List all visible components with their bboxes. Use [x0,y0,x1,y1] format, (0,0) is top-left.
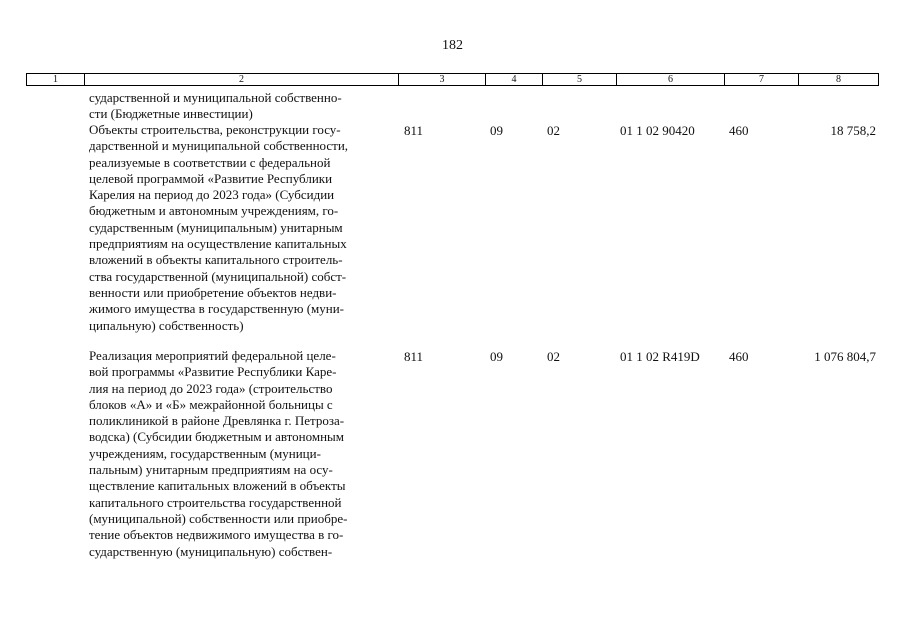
row-text-line: вой программы «Развитие Республики Каре- [89,364,337,380]
header-col-7: 7 [725,74,799,85]
row-text-line: водска) (Субсидии бюджетным и автономным [89,429,345,445]
row-text-line: вложений в объекты капитального строитель- [89,252,343,268]
cell-ministry-code: 811 [404,349,424,364]
header-col-3: 3 [399,74,486,85]
header-col-5: 5 [543,74,617,85]
header-col-6: 6 [617,74,725,85]
cell-amount: 1 076 804,7 [814,349,876,364]
row-text-line: поликлиникой в районе Древлянка г. Петроза- [89,413,345,429]
cell-ministry-code: 811 [404,123,424,138]
cell-section-code: 09 [490,349,503,364]
table-row-description [89,122,394,334]
row-text-line: учреждениям, государственным (муници- [89,445,321,461]
cell-expense-type: 460 [729,123,749,138]
row-text-line: пальным) унитарным предприятиям на осу- [89,462,333,478]
row-text-line: ципальную) собственность) [89,317,244,333]
header-col-2: 2 [85,74,399,85]
row-text-line: дарственной и муниципальной собственности, [89,138,349,154]
row-text-line: бюджетным и автономным учреждениям, го- [89,203,339,219]
header-col-4: 4 [486,74,543,85]
cell-subsection-code: 02 [547,123,560,138]
row-text-line: тение объектов недвижимого имущества в го- [89,527,344,543]
table-row-description [89,348,394,560]
row-text-line: целевой программой «Развитие Республики [89,170,333,186]
row-text-line: Реализация мероприятий федеральной целе- [89,348,336,363]
row-text-line: капитального строительства государственной [89,494,342,510]
row-text-line: сти (Бюджетные инвестиции) [89,106,253,122]
row-text-line: венности или приобретение объектов недви- [89,284,337,300]
row-text-line: ства государственной (муниципальной) собст- [89,268,347,284]
row-text-line: жимого имущества в государственную (муни- [89,301,344,317]
cell-amount: 18 758,2 [830,123,876,138]
table-header-row [26,73,879,86]
cell-section-code: 09 [490,123,503,138]
row-text-line: реализуемые в соответствии с федеральной [89,154,331,170]
cell-target-article: 01 1 02 R419D [620,349,700,364]
page-number: 182 [442,38,463,53]
row-text-line: лия на период до 2023 года» (строительство [89,380,333,396]
row-text-line: сударственную (муниципальную) собствен- [89,543,333,559]
cell-subsection-code: 02 [547,349,560,364]
row-text-line: сударственной и муниципальной собственно- [89,90,342,105]
row-text-line: (муниципальной) собственности или приобре- [89,510,348,526]
row-text-line: Объекты строительства, реконструкции госу- [89,122,341,137]
row-text-line: Карелия на период до 2023 года» (Субсидии [89,187,335,203]
cell-expense-type: 460 [729,349,749,364]
header-col-8: 8 [836,74,841,85]
cell-target-article: 01 1 02 90420 [620,123,695,138]
table-row-continuation [89,90,394,123]
row-text-line: сударственным (муниципальным) унитарным [89,219,343,235]
header-col-1: 1 [27,74,85,85]
row-text-line: блоков «А» и «Б» межрайонной больницы с [89,396,333,412]
row-text-line: ществление капитальных вложений в объекты [89,478,346,494]
row-text-line: предприятиям на осуществление капитальных [89,236,347,252]
